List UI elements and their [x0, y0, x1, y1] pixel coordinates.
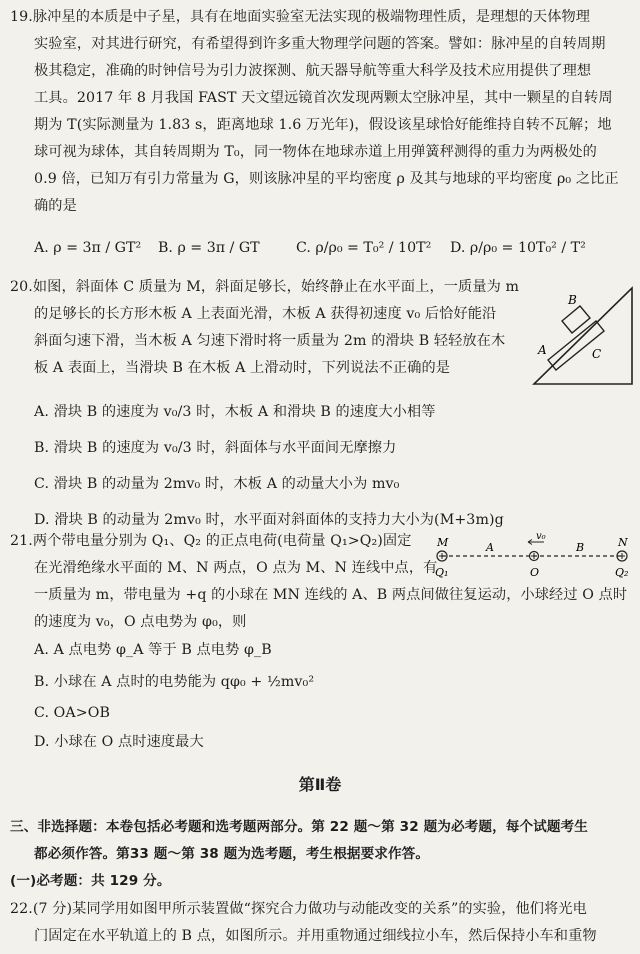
q19-line: 19.脉冲星的本质是中子星，具有在地面实验室无法实现的极端物理性质，是理想的天体物理 — [10, 9, 591, 25]
q19-line: 工具。2017 年 8 月我国 FAST 天文望远镜首次发现两颗太空脉冲星，其中一颗星的自转周 — [34, 90, 613, 106]
q19-option-d: D. ρ/ρ₀ = 10T₀² / T² — [450, 240, 586, 256]
q20-options — [10, 394, 634, 538]
q20-line: 20.如图，斜面体 C 质量为 M，斜面足够长，始终静止在水平面上，一质量为 m — [10, 279, 520, 295]
label-a: A — [486, 541, 494, 554]
q1-plus — [439, 553, 445, 559]
q19-line: 0.9 倍，已知万有引力常量为 G，则该脉冲星的平均密度 ρ 及其与地球的平均密度 ρ₀ 之比正 — [34, 171, 619, 187]
q19-line: 球可视为球体，其自转周期为 T₀，同一物体在地球赤道上用弹簧秤测得的重力为两极处的 — [34, 144, 597, 160]
question-19 — [10, 4, 634, 220]
q21-line: 的速度为 v₀，O 点电势为 φ₀，则 — [34, 614, 247, 630]
required-questions-heading: (一)必考题：共 129 分。 — [10, 873, 171, 889]
q21-line: 一质量为 m，带电量为 +q 的小球在 MN 连线的 A、B 两点间做往复运动，小球经过 O 点时 — [34, 587, 628, 603]
section-title: 第Ⅱ卷 — [298, 775, 342, 794]
q21-option-a: A. A 点电势 φ_A 等于 B 点电势 φ_B — [34, 642, 272, 658]
q2-plus — [619, 553, 625, 559]
label-q1: Q₁ — [435, 566, 449, 579]
q21-option-d: D. 小球在 O 点时速度最大 — [34, 734, 204, 750]
q19-option-a: A. ρ = 3π / GT² — [34, 240, 142, 256]
label-q2: Q₂ — [615, 566, 629, 579]
q21-option-b: B. 小球在 A 点时的电势能为 qφ₀ + ½mv₀² — [34, 674, 315, 690]
q22-line: 门固定在水平轨道上的 B 点，如图所示。并用重物通过细线拉小车，然后保持小车和重物 — [34, 928, 597, 944]
label-b: B — [568, 293, 577, 307]
q19-line: 确的是 — [34, 198, 77, 214]
incline-c-shape — [534, 288, 632, 384]
q20-option-d: D. 滑块 B 的动量为 2mv₀ 时，水平面对斜面体的支持力大小为(M+3m)g — [34, 512, 504, 528]
q19-option-b: B. ρ = 3π / GT — [158, 240, 260, 256]
question-22 — [10, 896, 634, 950]
label-a: A — [538, 343, 547, 357]
label-v0: v₀ — [536, 531, 546, 542]
q20-line: 斜面匀速下滑，当木板 A 匀速下滑时将一质量为 2m 的滑块 B 轻轻放在木 — [34, 333, 506, 349]
ball-plus — [531, 553, 537, 559]
q19-line: 极其稳定，准确的时钟信号为引力波探测、航天器导航等重大科学及技术应用提供了理想 — [34, 63, 592, 79]
question-20 — [10, 274, 530, 382]
q20-option-c: C. 滑块 B 的动量为 2mv₀ 时，木板 A 的动量大小为 mv₀ — [34, 476, 400, 492]
q21-charge-figure — [432, 530, 636, 582]
q19-line: 期为 T(实际测量为 1.83 s，距离地球 1.6 万光年)，假设该星球恰好能维持自转不瓦解；地 — [34, 117, 612, 133]
label-c: C — [592, 347, 602, 361]
sec3-line: 三、非选择题：本卷包括必考题和选考题两部分。第 22 题～第 32 题为必考题，每个试题考生 — [10, 819, 588, 835]
label-b: B — [576, 541, 585, 554]
q19-line: 实验室，对其进行研究，有希望得到许多重大物理学问题的答案。譬如：脉冲星的自转周期 — [34, 36, 606, 52]
section-3-instructions — [10, 814, 634, 895]
q19-option-c: C. ρ/ρ₀ = T₀² / 10T² — [296, 240, 432, 256]
label-o: O — [530, 566, 540, 579]
q21-line: 在光滑绝缘水平面的 M、N 两点，O 点为 M、N 连线中点，有 — [34, 560, 438, 576]
q22-line: 22.(7 分)某同学用如图甲所示装置做“探究合力做功与动能改变的关系”的实验，他们将光电 — [10, 901, 587, 917]
q20-option-a: A. 滑块 B 的速度为 v₀/3 时，木板 A 和滑块 B 的速度大小相等 — [34, 404, 436, 420]
q21-line: 21.两个带电量分别为 Q₁、Q₂ 的正点电荷(电荷量 Q₁>Q₂)固定 — [10, 533, 412, 549]
q20-option-b: B. 滑块 B 的速度为 v₀/3 时，斜面体与水平面间无摩擦力 — [34, 440, 397, 456]
q21-options — [10, 636, 634, 757]
q20-line: 板 A 表面上，当滑块 B 在木板 A 上滑动时，下列说法不正确的是 — [34, 360, 451, 376]
q20-line: 的足够长的长方形木板 A 上表面光滑，木板 A 获得初速度 v₀ 后恰好能沿 — [34, 306, 497, 322]
q20-incline-figure — [530, 276, 636, 388]
label-n: N — [618, 536, 628, 549]
q21-option-c: C. OA>OB — [34, 705, 110, 721]
sec3-line: 都必须作答。第33 题～第 38 题为选考题，考生根据要求作答。 — [34, 846, 430, 862]
label-m: M — [437, 536, 449, 549]
